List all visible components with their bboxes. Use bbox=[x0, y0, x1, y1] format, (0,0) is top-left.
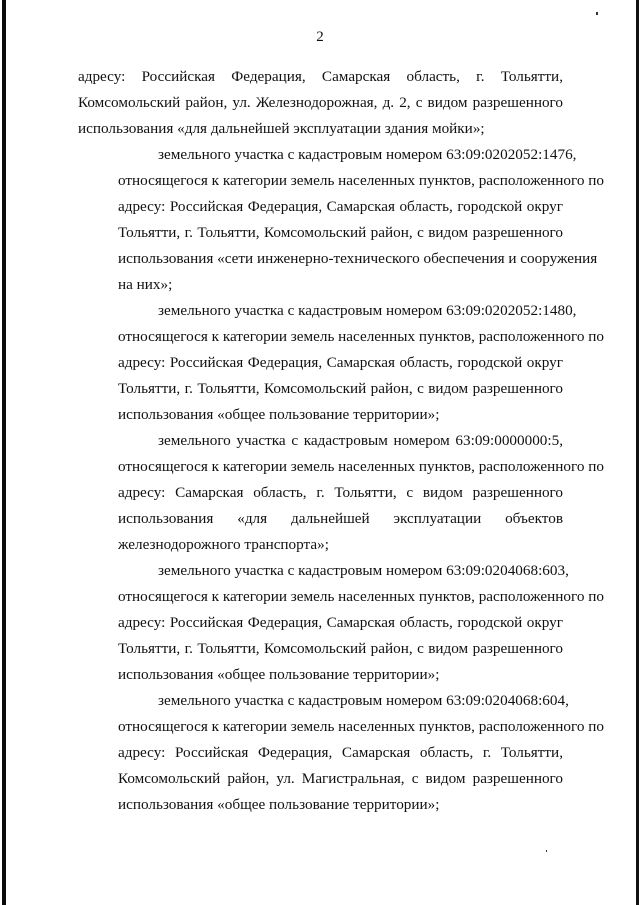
text-line: адресу: Российская Федерация, Самарская область, г. Тольятти, bbox=[78, 68, 563, 85]
text-line: Тольятти, г. Тольятти, Комсомольский район, с видом разрешенного bbox=[118, 640, 563, 657]
text-line: Тольятти, г. Тольятти, Комсомольский район, с видом разрешенного bbox=[118, 380, 563, 397]
paragraph-5 bbox=[78, 558, 604, 688]
text-line: земельного участка с кадастровым номером 63:09:0000000:5, bbox=[158, 432, 563, 449]
text-line: Тольятти, г. Тольятти, Комсомольский район, с видом разрешенного bbox=[118, 224, 563, 241]
paragraph-4 bbox=[78, 428, 604, 558]
text-line: относящегося к категории земель населенных пунктов, расположенного по bbox=[118, 328, 604, 345]
text-line: использования «для дальнейшей эксплуатации здания мойки»; bbox=[78, 120, 485, 137]
text-line: адресу: Российская Федерация, Самарская область, городской округ bbox=[118, 354, 563, 371]
text-line: адресу: Российская Федерация, Самарская область, городской округ bbox=[118, 614, 563, 631]
scan-edge-left bbox=[2, 0, 6, 905]
text-line: адресу: Самарская область, г. Тольятти, с видом разрешенного bbox=[118, 484, 563, 501]
text-line: адресу: Российская Федерация, Самарская область, г. Тольятти, bbox=[118, 744, 563, 761]
text-line: земельного участка с кадастровым номером 63:09:0204068:604, bbox=[158, 692, 569, 709]
text-line: использования «общее пользование территории»; bbox=[118, 406, 440, 423]
document-body bbox=[78, 64, 604, 818]
text-line: использования «для дальнейшей эксплуатации объектов bbox=[118, 510, 563, 527]
scan-speck bbox=[546, 850, 547, 852]
text-line: на них»; bbox=[118, 276, 173, 293]
text-line: относящегося к категории земель населенных пунктов, расположенного по bbox=[118, 588, 604, 605]
text-line: использования «сети инженерно-технического обеспечения и сооружения bbox=[118, 250, 598, 267]
scan-speck bbox=[596, 12, 598, 15]
paragraph-2 bbox=[78, 142, 604, 298]
text-line: использования «общее пользование территории»; bbox=[118, 796, 440, 813]
text-line: Комсомольский район, ул. Магистральная, с видом разрешенного bbox=[118, 770, 563, 787]
text-line: Комсомольский район, ул. Железнодорожная, д. 2, с видом разрешенного bbox=[78, 94, 563, 111]
text-line: относящегося к категории земель населенных пунктов, расположенного по bbox=[118, 718, 604, 735]
text-line: земельного участка с кадастровым номером 63:09:0202052:1476, bbox=[158, 146, 577, 163]
text-line: использования «общее пользование территории»; bbox=[118, 666, 440, 683]
text-line: железнодорожного транспорта»; bbox=[118, 536, 329, 553]
paragraph-6 bbox=[78, 688, 604, 818]
text-line: земельного участка с кадастровым номером 63:09:0202052:1480, bbox=[158, 302, 577, 319]
text-line: относящегося к категории земель населенных пунктов, расположенного по bbox=[118, 458, 604, 475]
paragraph-3 bbox=[78, 298, 604, 428]
paragraph-1 bbox=[78, 64, 563, 142]
text-line: земельного участка с кадастровым номером 63:09:0204068:603, bbox=[158, 562, 569, 579]
scan-edge-right bbox=[636, 0, 639, 905]
text-line: адресу: Российская Федерация, Самарская область, городской округ bbox=[118, 198, 563, 215]
text-line: относящегося к категории земель населенных пунктов, расположенного по bbox=[118, 172, 604, 189]
page-number: 2 bbox=[316, 29, 324, 45]
